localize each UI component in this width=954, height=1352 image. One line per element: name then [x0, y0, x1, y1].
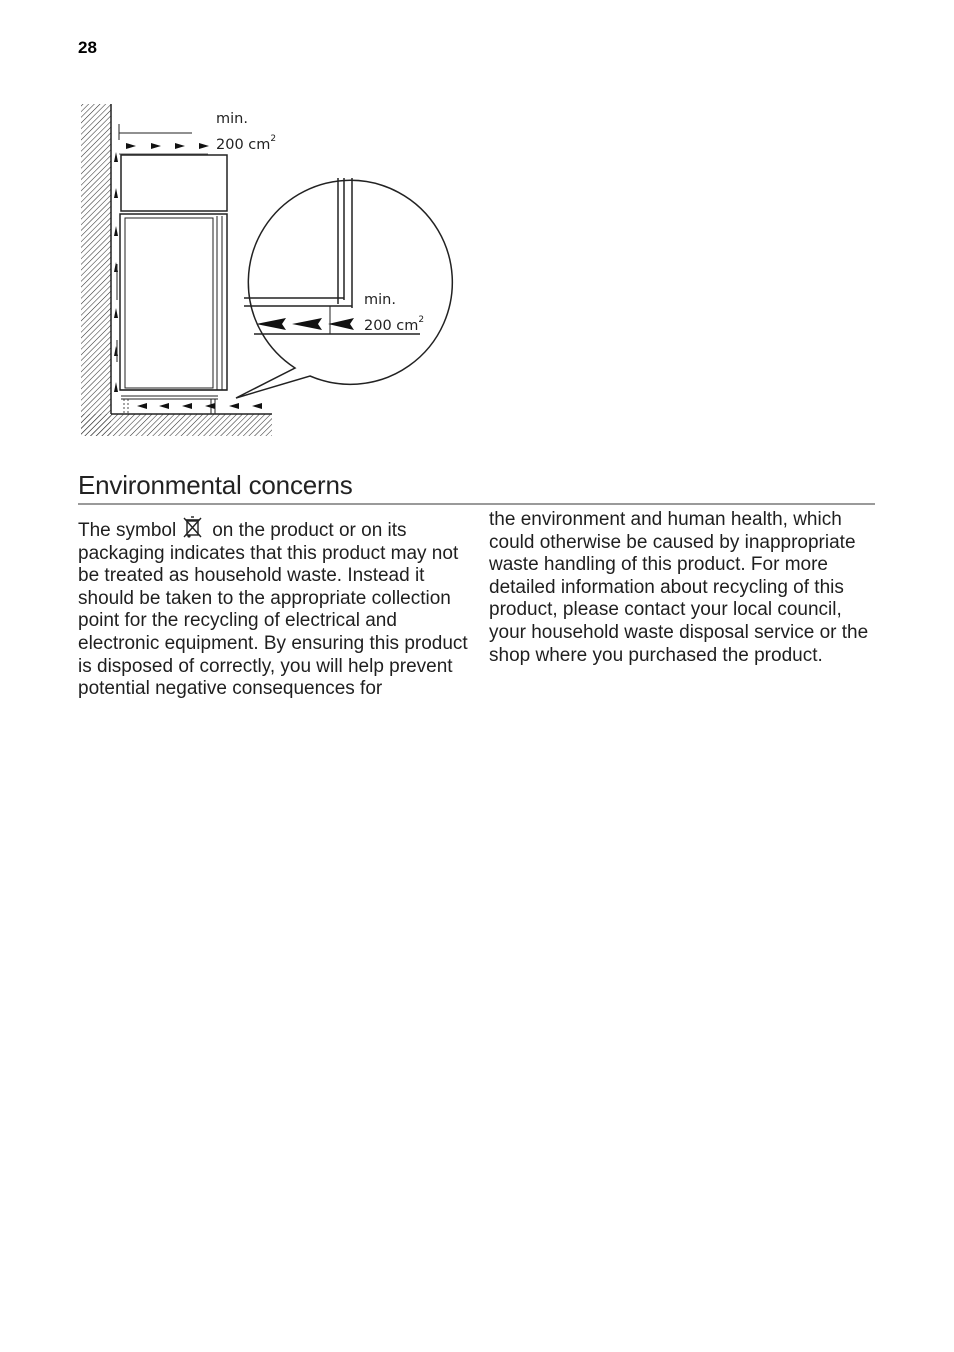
zoom-vent-label-sup: 2 — [418, 315, 425, 325]
zoom-vent-label-value: 200 cm — [364, 317, 419, 334]
crossed-out-wheelie-bin-icon — [182, 515, 204, 537]
top-vent-label-value: 200 cm — [216, 136, 271, 153]
top-vent-label — [216, 108, 276, 156]
body-text-left-column — [78, 515, 470, 701]
appliance-body — [120, 214, 227, 390]
section-divider — [78, 503, 875, 505]
ventilation-diagram-drawing — [0, 0, 954, 460]
top-vent-label-min: min. — [216, 111, 248, 127]
text-before-symbol: The symbol — [78, 520, 177, 541]
text-after-symbol: on the product or on its packaging indicates that this product may not be treated as household waste. Instead it should be taken to the appropriate collection point for the recycling of electrical and electronic equipment. By ensuring this product is disposed of correctly, you will help prevent potential negative consequences for — [78, 520, 468, 700]
floor-hatching — [81, 414, 272, 436]
zoom-vent-label-min: min. — [364, 292, 396, 308]
ventilation-diagram — [0, 0, 954, 460]
top-airflow-arrows — [126, 143, 209, 149]
upper-cabinet — [121, 155, 227, 211]
floor-airflow-arrows — [137, 403, 262, 409]
body-text-right-column: the environment and human health, which could otherwise be caused by inappropriate waste handling of this product. For more detailed information about recycling of this product, please contact your local council, your household waste disposal service or the shop where you purchased the product. — [489, 509, 869, 666]
section-title: Environmental concerns — [78, 470, 353, 500]
top-vent-label-sup: 2 — [270, 134, 277, 144]
page-number: 28 — [78, 38, 97, 57]
wall-hatching — [81, 104, 111, 436]
zoom-vent-label — [364, 289, 424, 337]
